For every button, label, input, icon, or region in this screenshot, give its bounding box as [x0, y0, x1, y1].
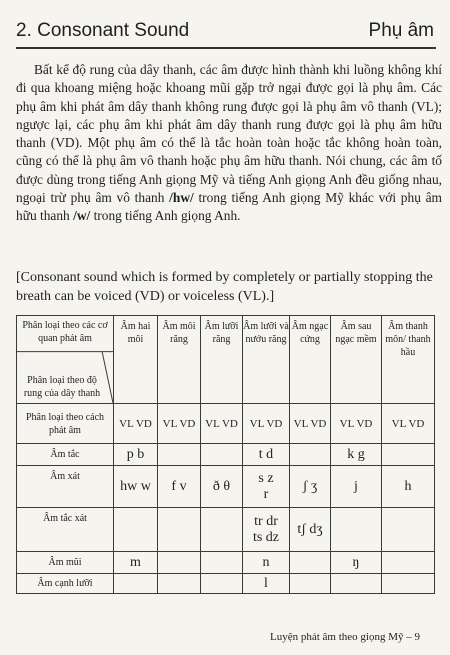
- phoneme-cell: [331, 574, 382, 594]
- phoneme-cell: tʃ dʒ: [290, 508, 331, 552]
- row-label: Âm tắc: [17, 444, 114, 466]
- column-header: Âm lưỡi và nướu răng: [243, 316, 290, 404]
- row-label: Âm xát: [17, 466, 114, 508]
- page-footer: Luyện phát âm theo giọng Mỹ – 9: [269, 631, 420, 643]
- intro-text-3: trong tiếng Anh giọng Anh.: [90, 208, 241, 224]
- phoneme-cell: k g: [331, 444, 382, 466]
- column-header: Âm môi răng: [158, 316, 201, 404]
- column-header: Âm sau ngạc mềm: [331, 316, 382, 404]
- phoneme-cell: f v: [158, 466, 201, 508]
- row-label: Âm cạnh lưỡi: [17, 574, 114, 594]
- phoneme-cell: [158, 444, 201, 466]
- phoneme-cell: s z r: [243, 466, 290, 508]
- phoneme-cell: ʃ ʒ: [290, 466, 331, 508]
- phoneme-cell: [201, 444, 243, 466]
- phoneme-cell: h: [382, 466, 435, 508]
- phoneme-cell: m: [114, 552, 158, 574]
- phoneme-cell: [290, 552, 331, 574]
- phoneme-cell: ð θ: [201, 466, 243, 508]
- english-note: [Consonant sound which is formed by completely or partially stopping the breath can be voiced (VD) or voiceless (VL).]: [16, 270, 433, 304]
- phoneme-cell: p b: [114, 444, 158, 466]
- phoneme-cell: [114, 574, 158, 594]
- corner-bottom-label: Phân loại theo độ rung của dây thanh: [23, 375, 101, 399]
- hw-symbol: /hw/: [169, 190, 194, 206]
- vlvd-cell: VL VD: [201, 404, 243, 444]
- phoneme-cell: tr dr ts dz: [243, 508, 290, 552]
- intro-paragraph: [16, 61, 442, 226]
- phoneme-cell: j: [331, 466, 382, 508]
- phoneme-cell: l: [243, 574, 290, 594]
- phoneme-cell: hw w: [114, 466, 158, 508]
- page-header: [16, 20, 434, 46]
- vlvd-cell: VL VD: [243, 404, 290, 444]
- intro-text-1: Bất kể độ rung của dây thanh, các âm được hình thành khi luồng không khí đi qua khoang miệng hoặc khoang mũi gặp trở ngại được gọi là phụ âm. Các phụ âm khi phát âm dây thanh không rung được gọi là phụ âm vô thanh (VL); ngược lại, các phụ âm khi phát âm dây thanh rung được gọi là phụ âm hữu thanh (VD). Một phụ âm có thể là tắc hoàn toàn hoặc tắc không hoàn toàn, cũng có thể là phụ âm vô thanh hoặc phụ âm hữu thanh. Nói chung, các âm tố được dùng trong tiếng Anh giọng Mỹ và tiếng Anh giọng Anh đều giống nhau, ngoại trừ phụ âm vô thanh: [16, 62, 442, 206]
- phoneme-cell: [158, 552, 201, 574]
- phoneme-cell: n: [243, 552, 290, 574]
- phoneme-cell: [331, 508, 382, 552]
- column-header: Âm lưỡi răng: [201, 316, 243, 404]
- column-header: Âm hai môi: [114, 316, 158, 404]
- phoneme-cell: [158, 508, 201, 552]
- vlvd-cell: VL VD: [114, 404, 158, 444]
- phoneme-cell: ŋ: [331, 552, 382, 574]
- phoneme-cell: [114, 508, 158, 552]
- section-title-vi: Phụ âm: [368, 20, 434, 41]
- phoneme-cell: [382, 552, 435, 574]
- phoneme-cell: [158, 574, 201, 594]
- phoneme-cell: [382, 444, 435, 466]
- corner-top-label: Phân loại theo các cơ quan phát âm: [22, 320, 108, 344]
- phoneme-cell: [290, 574, 331, 594]
- phoneme-cell: [201, 552, 243, 574]
- column-header: Âm thanh môn/ thanh hầu: [382, 316, 435, 404]
- header-rule: [16, 47, 436, 49]
- vlvd-cell: VL VD: [331, 404, 382, 444]
- manner-label: Phân loại theo cách phát âm: [17, 404, 114, 444]
- consonant-table: [16, 315, 435, 594]
- corner-cell: [17, 316, 114, 404]
- phoneme-cell: [290, 444, 331, 466]
- row-label: Âm tắc xát: [17, 508, 114, 552]
- phoneme-cell: t d: [243, 444, 290, 466]
- phoneme-cell: [201, 574, 243, 594]
- column-header: Âm ngạc cứng: [290, 316, 331, 404]
- phoneme-cell: [382, 574, 435, 594]
- vlvd-cell: VL VD: [290, 404, 331, 444]
- w-symbol: /w/: [73, 208, 91, 224]
- vlvd-cell: VL VD: [382, 404, 435, 444]
- vlvd-cell: VL VD: [158, 404, 201, 444]
- section-title: 2. Consonant Sound: [16, 20, 190, 41]
- intro-text-2: trong tiếng Anh giọng Mỹ khác với phụ âm hữu thanh: [16, 190, 442, 224]
- phoneme-cell: [382, 508, 435, 552]
- row-label: Âm mũi: [17, 552, 114, 574]
- phoneme-cell: [201, 508, 243, 552]
